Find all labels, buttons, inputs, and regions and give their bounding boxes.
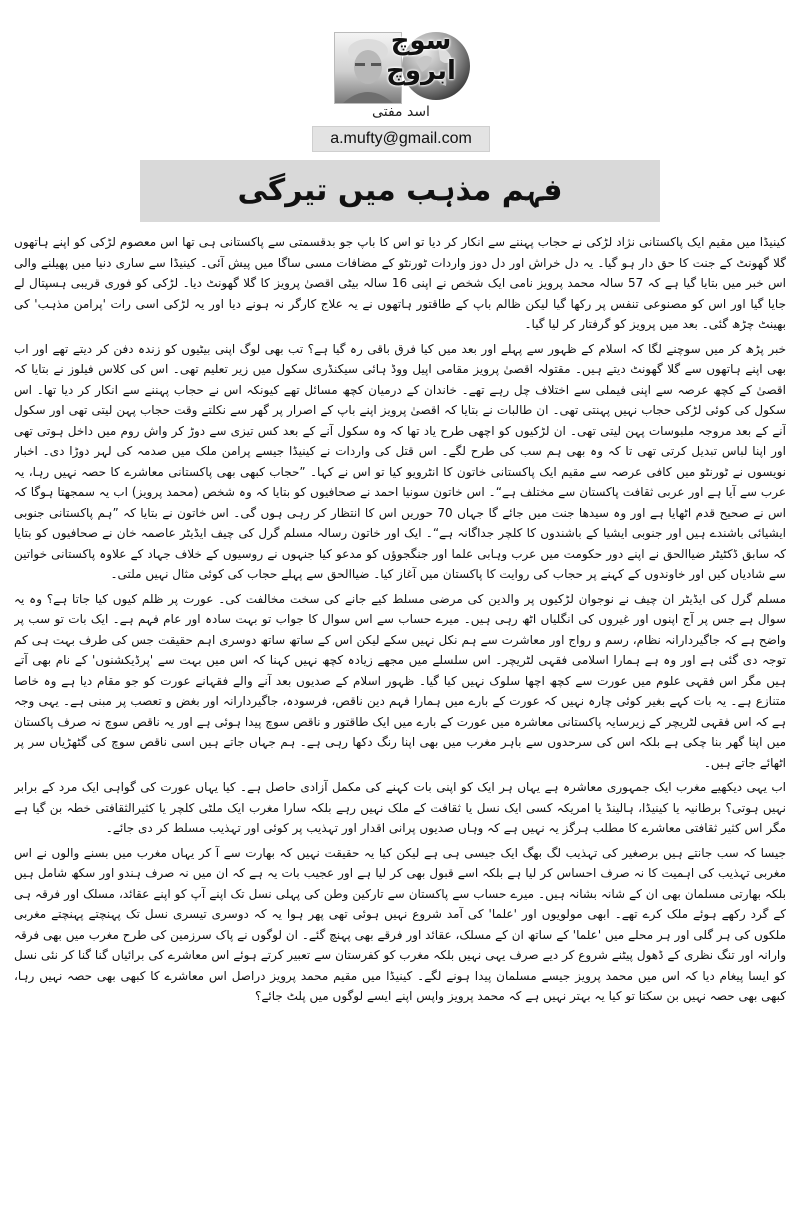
paragraph-2: خبر پڑھ کر میں سوچنے لگا کہ اسلام کے ظہور سے پہلے اور بعد میں کیا فرق باقی رہ گیا ہے؟ تب بھی لوگ اپنی بیٹیوں کو زندہ دفن کر دیتے تھے اور اب بھی اپنے ہاتھوں سے گلا گھونٹ دیتے ہیں۔ مقتولہ اقصیٰ پرویز مقامی اپیل ووڈ ہائی سیکنڈری سکول میں زیر تعلیم تھی۔ اس کی کلاس فیلوز نے بتایا کہ اقصیٰ کے کچھ عرصہ سے اپنی فیملی سے اختلاف چل رہے تھے۔ خاندان کے درمیان کچھ مسائل تھے کیونکہ اس نے حجاب پہننے سے انکار کر دیا تھا۔ اس سکول کی کوئی لڑکی حجاب نہیں پہنتی تھی۔ ان طالبات نے بتایا کہ اقصیٰ پرویز اپنے باپ کے اصرار پر گھر سے نکلتے وقت حجاب پہن لیتی تھی اور سکول آنے کے بعد مروجہ ملبوسات پہن لیتی تھی۔ ان لڑکیوں کو اچھی طرح یاد تھا کہ وہ سکول آنے کے بعد کس تیزی سے دوڑ کر واش روم میں داخل ہوتی تھی اور اپنا لباس تبدیل کرتی تھی تا کہ وہ بھی ہم سب کی طرح لگے۔ اس قتل کی واردات نے کینیڈا جیسے پرامن ملک میں صدمہ کی لہر دوڑا دی۔ اخبار نویسوں نے ٹورنٹو میں کافی عرصہ سے مقیم ایک پاکستانی خاتون کا انٹرویو کیا تو اس نے کہا۔ ”حجاب کبھی بھی پاکستانی معاشرے کا حصہ نہیں رہا، یہ عرب سے آیا ہے اور عربی ثقافت پاکستان سے مختلف ہے“۔ اس خاتون سونیا احمد نے صحافیوں کو بتایا کہ وہ شخص (محمد پرویز) اب یہ سمجھتا ہوگا کہ اس نے صحیح قدم اٹھایا ہے اور وہ سیدھا جنت میں جائے گا جہاں 70 حوریں اس کا انتظار کر رہی ہوں گی۔ اس خاتون نے بتایا کہ ”ہم پاکستانی جنوبی ایشیائی باشندے ہیں اور جنوبی ایشیا کے باشندوں کا کلچر جداگانہ ہے“۔ ایک اور خاتون رسالہ مسلم گرل کی چیف ایڈیٹر عاصمہ خان نے صحافیوں کو بتایا کہ سابق ڈکٹیٹر ضیاالحق نے اپنے دور حکومت میں عرب وہابی علما اور جنگجوؤں کو مدعو کیا جنہوں نے روسیوں کے خلاف جہاد کے علاوہ پاکستانی خواتین سے شادیاں کیں اور خاوندوں کے کہنے پر حجاب کی روایت کا پاکستان میں آغاز کیا۔ ضیاالحق سے پہلے حجاب کی کوئی مثال نہیں ملتی۔	[14, 341, 786, 581]
paragraph-4: اب یہی دیکھیے مغرب ایک جمہوری معاشرہ ہے یہاں ہر ایک کو اپنی بات کہنے کی مکمل آزادی حاصل ہے۔ کیا یہاں عورت کی گواہی ایک مرد کے برابر نہیں ہوتی؟ برطانیہ یا کینیڈا، ہالینڈ یا امریکہ کسی ایک نسل یا ثقافت کے ملک نہیں رہے بلکہ سارا مغرب ایک ملٹی کلچر یا کثیرالثقافتی خطہ بن گیا ہے مگر اس کثیر ثقافتی معاشرے کا مطلب ہرگز یہ نہیں ہے کہ وہاں صدیوں پرانی اقدار اور تہذیب پر کوئی اور تہذیب مسلط کر دی جائے۔	[14, 780, 786, 835]
paragraph-1: کینیڈا میں مقیم ایک پاکستانی نژاد لڑکی نے حجاب پہننے سے انکار کر دیا تو اس کا باپ جو بدقسمتی سے پاکستانی ہی تھا اس معصوم لڑکی کو اپنے ہاتھوں گلا گھونٹ کے جنت کا حق دار ہو گیا۔ یہ دل خراش اور دل دوز واردات ٹورنٹو کے مضافات مسی ساگا میں پیش آئی۔ کینیڈا سے ساری دنیا میں پھیلنے والی اس خبر میں بتایا گیا ہے کہ 57 سالہ محمد پرویز نامی ایک شخص نے اپنی 16 سالہ بیٹی اقصیٰ پرویز کا گلا گھونٹ دیا۔ لڑکی کو فوری قریبی ہسپتال لے جایا گیا اور اس کو مصنوعی تنفس پر رکھا گیا لیکن ظالم باپ کے طاقتور ہاتھوں نے یہ علاج کارگر نہ ہونے دیا اور یہ لڑکی اسی رات 'پرامن مذہب' کی بھینٹ چڑھ گئی۔ بعد میں پرویز کو گرفتار کر لیا گیا۔	[14, 235, 786, 331]
author-name: اسد مفتی	[372, 104, 430, 120]
article-body	[14, 232, 786, 1220]
column-title: سوچ ابروچ	[386, 26, 456, 86]
column-header	[0, 0, 800, 160]
paragraph-5: جیسا کہ سب جانتے ہیں برصغیر کی تہذیب لگ بھگ ایک جیسی ہی ہے لیکن کیا یہ حقیقت نہیں کہ بھارت سے آ کر یہاں مغرب میں بسنے والوں نے اس مغربی تہذیب کی اہمیت کا نہ صرف احساس کر لیا ہے بلکہ اسے قبول بھی کر لیا ہے اور عجیب بات یہ ہے کہ ان میں نہ صرف ہندو اور سکھ شامل ہیں بلکہ بھارتی مسلمان بھی ان کے شانہ بشانہ ہیں۔ میرے حساب سے پاکستان سے تارکین وطن کی پہلی نسل تک اپنے آپ کو اپنے عقائد، مسلک اور فرقہ ہی کے گرد رکھے ہوئے ملک کرے تھے۔ ابھی مولویوں اور 'علما' کی آمد شروع نہیں ہوئی تھی پھر ہوا یہ کہ دوسری تیسری نسل تک پہنچتے پہنچتے مغربی ملکوں کی ہر گلی اور ہر محلے میں 'علما' کے ساتھ ان کے مسلک، عقائد اور فرقے بھی پہنچ گئے۔ ان لوگوں نے پاک سرزمین کی طرح مغرب میں بھی فرقہ وارانہ اور تنگ نظری کے ڈھول پیٹنے شروع کر دیے صرف یہی نہیں بلکہ مغرب کو کفرستان سے تعبیر کرتے ہوئے اس معاشرے کی برائیاں گنا گنا کر نئی نسل کو ایسا پیغام دیا کہ اس میں محمد پرویز جیسے مسلمان پیدا ہونے لگے۔ کینیڈا میں مقیم محمد پرویز دراصل اس معاشرے کا کبھی بھی حصہ نہیں رہا، کبھی بھی حصہ نہیں بن سکتا تو کیا یہ بہتر نہیں ہے کہ محمد پرویز واپس اپنے ایسے لوگوں میں پلٹ جائے؟	[14, 845, 786, 1003]
author-email[interactable]: a.mufty@gmail.com	[312, 126, 490, 152]
article-headline: فہم مذہب میں تیرگی	[237, 173, 563, 208]
paragraph-3: مسلم گرل کی ایڈیٹر ان چیف نے نوجوان لڑکیوں پر والدین کی مرضی مسلط کیے جانے کی سخت مخالفت کی۔ عورت پر ظلم کیوں کیا جاتا ہے؟ وہ یہ سوال ہے جس پر آج اپنوں اور غیروں کی انگلیاں اٹھ رہی ہیں۔ میرے حساب سے اس سوال کا جواب تو بہت سادہ اور عام فہم ہے۔ ایک بات تو سب پر واضح ہے کہ جاگیردارانہ نظام، رسم و رواج اور معاشرت سے ہم نکل نہیں سکے لیکن اس کے ساتھ ساتھ دوسری اہم حقیقت جس کی طرف بہت ہی کم توجہ دی گئی ہے اور وہ ہے ہمارا اسلامی فقہی لٹریچر۔ اس سلسلے میں مجھے زیادہ کچھ نہیں کہنا کہ اس میں بہت سے 'پرڈیکشنوں' کے نام بھی آتے ہیں مگر اس فقہی علوم میں عورت سے کچھ اچھا سلوک نہیں کیا گیا۔ ظہور اسلام کے صدیوں بعد آنے والے فقہانے عورت کو جو مقام دیا ہے وہ خاصا متنازع ہے۔ یہ بات کہے بغیر کوئی چارہ نہیں کہ عورت کے بارے میں ہمارا فہم دین ناقص، فرسودہ، جاگیردارانہ اور بغض و تعصب پر مبنی ہے۔ یہی وجہ ہے کہ اس فقہی لٹریچر کے زیرسایہ پاکستانی معاشرہ میں عورت کے بارے میں ایک طاقتور و ناقص سوچ پیدا ہوئی ہے اور یہ ناقص سوچ نہ صرف پاکستان میں اپنا گھر بنا چکی ہے بلکہ اس کی سرحدوں سے باہر مغرب میں بھی اپنا رنگ دکھا رہی ہے۔ ہم جہاں جاتے ہیں اسی ناقص سوچ کی گٹھڑیاں سر پر اٹھائے جاتے ہیں۔	[14, 591, 786, 770]
